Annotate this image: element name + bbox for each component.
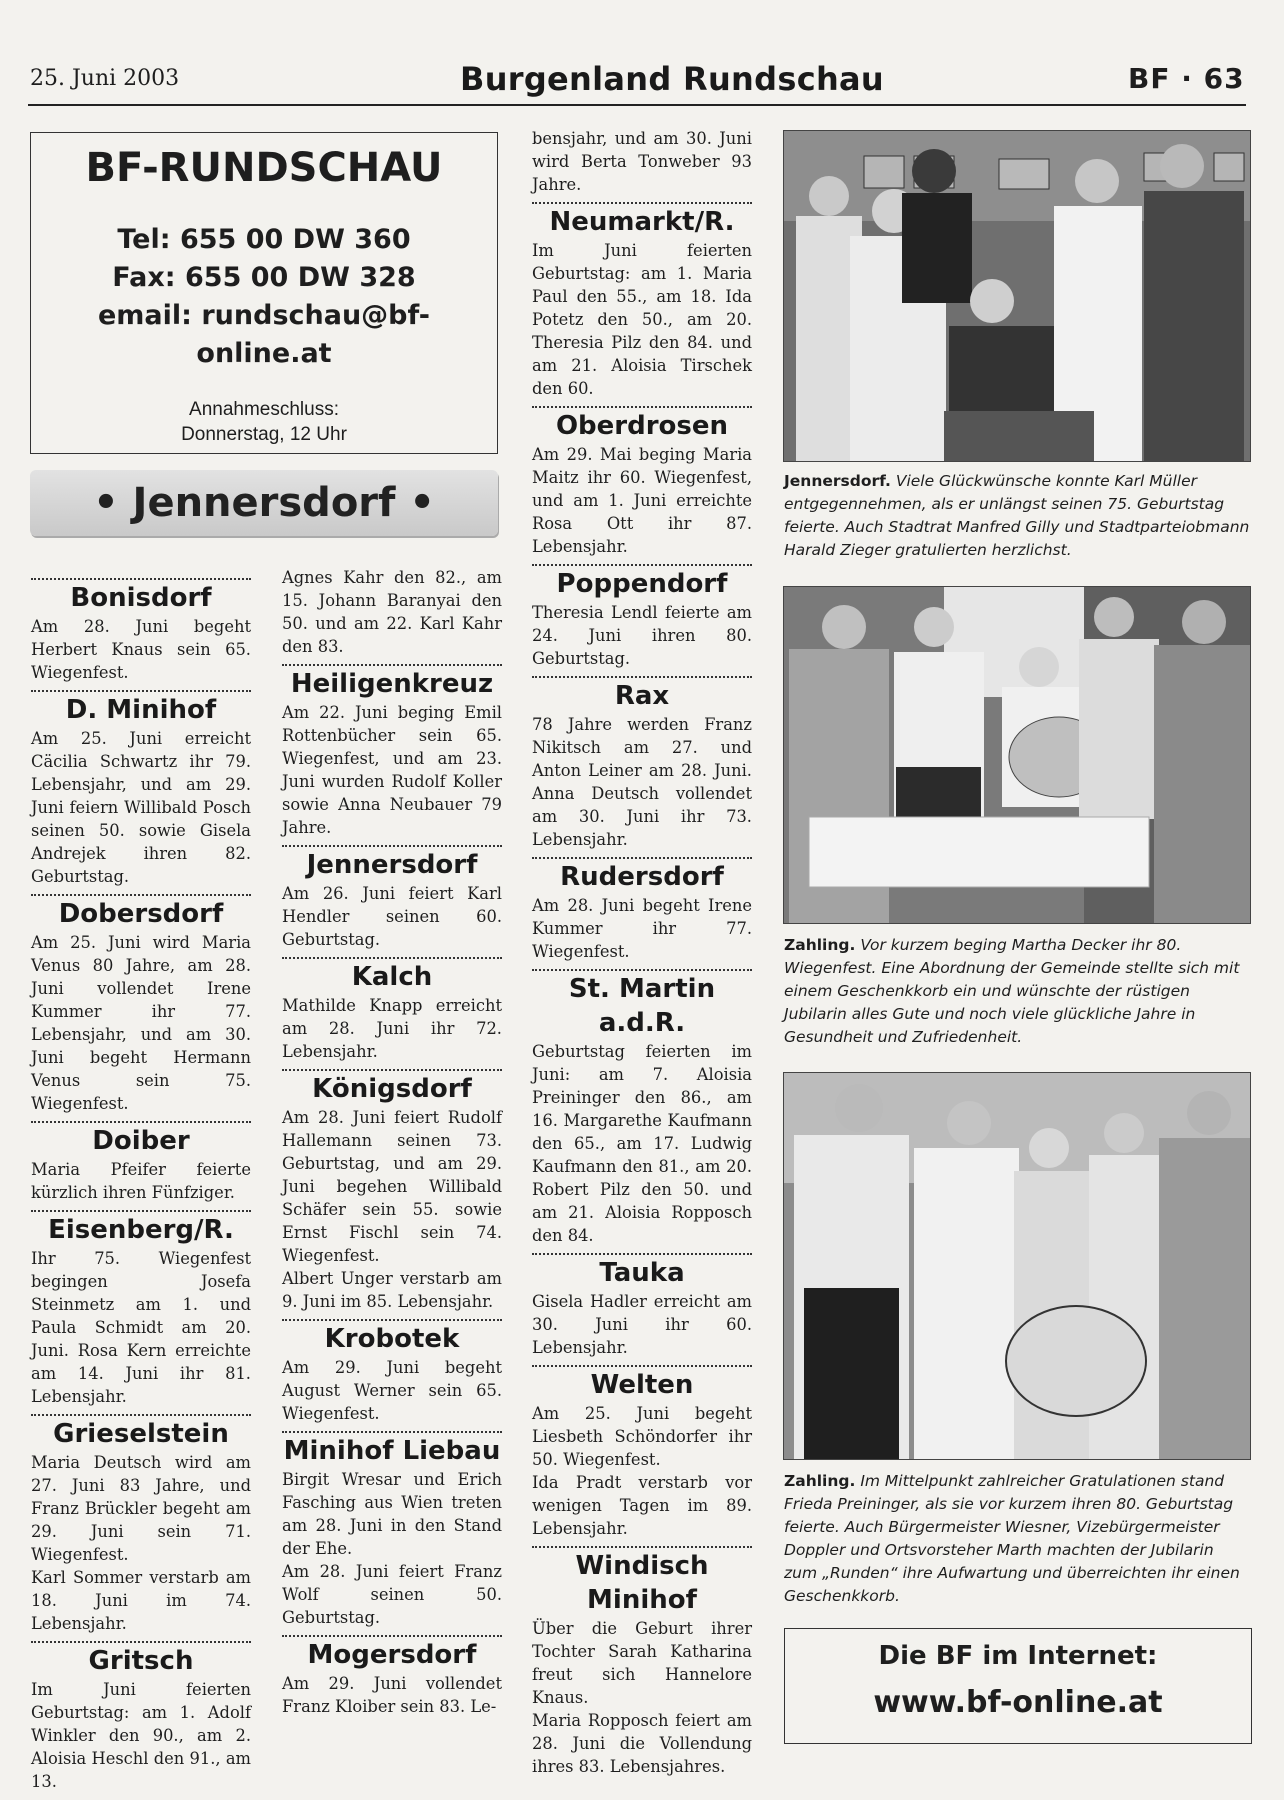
section-heading: Königsdorf — [312, 1074, 472, 1104]
section-heading: Krobotek — [324, 1324, 460, 1354]
text-column-2 — [282, 566, 502, 1718]
caption-text: Vor kurzem beging Martha Decker ihr 80. Wiegenfest. Eine Abordnung der Gemeinde stellte sich mit einem Geschenkkorb ein und wünschte der rüstigen Jubilarin alles Gute und noch viele glückliche Jahre in Gesundheit und Zufriedenheit. — [784, 936, 1240, 1046]
section — [31, 578, 251, 684]
section-heading: Eisenberg/R. — [48, 1215, 234, 1245]
deadline-value: Donnerstag, 12 Uhr — [181, 424, 347, 445]
section-heading: Welten — [590, 1370, 694, 1400]
website-link[interactable]: www.bf-online.at — [873, 1685, 1163, 1720]
section-text: bensjahr, und am 30. Juni wird Berta Tonweber 93 Jahre. — [532, 129, 752, 194]
section — [282, 1635, 502, 1718]
contact-box — [30, 132, 498, 454]
section — [31, 1210, 251, 1408]
internet-box — [784, 1628, 1252, 1744]
section — [532, 857, 752, 963]
text-column-1 — [31, 572, 251, 1793]
section — [31, 1641, 251, 1793]
section-text: Mathilde Knapp erreicht am 28. Juni ihr 72. Lebensjahr. — [282, 996, 502, 1061]
contact-title: BF-RUNDSCHAU — [85, 145, 443, 191]
section — [31, 894, 251, 1115]
caption-zahling-decker — [784, 934, 1250, 1049]
contact-email: email: rundschau@bf-online.at — [97, 300, 430, 369]
section-text: Über die Geburt ihrer Tochter Sarah Katharina freut sich Hannelore Knaus. — [532, 1619, 752, 1707]
contact-tel: Tel: 655 00 DW 360 — [117, 224, 411, 255]
section-heading: Dobersdorf — [58, 899, 224, 929]
section — [282, 1319, 502, 1425]
section-heading: Mogersdorf — [307, 1640, 477, 1670]
section-text: Am 28. Juni feiert Franz Wolf seinen 50. Geburtstag. — [282, 1562, 502, 1627]
section-heading: D. Minihof — [65, 695, 217, 725]
section — [282, 957, 502, 1063]
header-rule — [28, 104, 1246, 106]
caption-place: Zahling. — [784, 1472, 856, 1490]
section-text: Am 29. Mai beging Maria Maitz ihr 60. Wiegenfest, und am 1. Juni erreichte Rosa Ott ihr 87. Lebensjahr. — [532, 445, 752, 556]
section-text: Ihr 75. Wiegenfest begingen Josefa Steinmetz am 1. und Paula Schmidt am 20. Juni. Rosa Kern erreichte am 14. Juni ihr 81. Lebensjahr. — [31, 1249, 251, 1406]
section-text: Am 25. Juni erreicht Cäcilia Schwartz ihr 79. Lebensjahr, und am 29. Juni feiern Willibald Posch seinen 50. sowie Gisela Andrejek ihren 82. Geburtstag. — [31, 729, 251, 886]
section — [532, 564, 752, 670]
section-text: 78 Jahre werden Franz Nikitsch am 27. und Anton Leiner am 28. Juni. Anna Deutsch vollendet am 30. Juni ihr 73. Lebensjahr. — [532, 715, 752, 849]
section-text: Karl Sommer verstarb am 18. Juni im 74. Lebensjahr. — [31, 1568, 251, 1633]
section-text: Geburtstag feierten im Juni: am 7. Aloisia Preininger den 86., am 16. Margarethe Kaufmann den 65., am 17. Ludwig Kaufmann den 81., am 20. Robert Pilz den 50. und am 21. Aloisia Ropposch den 84. — [532, 1042, 752, 1245]
caption-zahling-preininger — [784, 1470, 1250, 1608]
section — [31, 690, 251, 888]
section-text: Im Juni feierten Geburtstag: am 1. Maria Paul den 55., am 18. Ida Potetz den 50., am 20. Theresia Pilz den 84. und am 21. Aloisia Tirschek den 60. — [532, 241, 752, 398]
contact-fax: Fax: 655 00 DW 328 — [112, 262, 416, 293]
section-heading: Tauka — [599, 1258, 685, 1288]
section-text: Maria Deutsch wird am 27. Juni 83 Jahre, und Franz Brückler begeht am 29. Juni sein 71. Wiegenfest. — [31, 1453, 251, 1564]
caption-place: Jennersdorf. — [784, 472, 891, 490]
section-heading: Bonisdorf — [70, 583, 212, 613]
section — [282, 1069, 502, 1313]
section — [532, 969, 752, 1247]
caption-text: Im Mittelpunkt zahlreicher Gratulationen stand Frieda Preininger, als sie vor kurzem ihren 80. Geburtstag feierte. Auch Bürgermeister Wiesner, Vizebürgermeister Doppler und Ortsvorsteher Marth machten der Jubilarin zum „Runden“ ihre Aufwartung und überreichten ihr einen Geschenkkorb. — [784, 1472, 1240, 1605]
section — [31, 1121, 251, 1204]
section — [282, 664, 502, 839]
section — [532, 1253, 752, 1359]
section-heading: Windisch Minihof — [575, 1551, 709, 1615]
text-column-3 — [532, 127, 752, 1778]
section-text: Albert Unger verstarb am 9. Juni im 85. Lebensjahr. — [282, 1269, 502, 1311]
newspaper-title: Burgenland Rundschau — [460, 60, 885, 98]
section-text: Theresia Lendl feierte am 24. Juni ihren 80. Geburtstag. — [532, 603, 752, 668]
section-heading: Minihof Liebau — [283, 1436, 501, 1466]
section-heading: Gritsch — [88, 1646, 194, 1676]
section-text: Am 22. Juni beging Emil Rottenbücher sein 65. Wiegenfest, und am 23. Juni wurden Rudolf Koller sowie Anna Neubauer 79 Jahre. — [282, 703, 502, 837]
issue-date: 25. Juni 2003 — [30, 66, 180, 91]
section-heading: Grieselstein — [53, 1419, 229, 1449]
section — [532, 127, 752, 196]
section-text: Am 25. Juni wird Maria Venus 80 Jahre, am 28. Juni vollendet Irene Kummer ihr 77. Lebensjahr, und am 30. Juni begeht Hermann Venus sein 75. Wiegenfest. — [31, 933, 251, 1113]
section-text: Am 25. Juni begeht Liesbeth Schöndorfer ihr 50. Wiegenfest. — [532, 1404, 752, 1469]
section-text: Maria Ropposch feiert am 28. Juni die Vollendung ihres 83. Lebensjahres. — [532, 1711, 752, 1776]
page-number: BF · 63 — [1128, 62, 1245, 95]
section-heading: Kalch — [351, 962, 433, 992]
caption-jennersdorf — [784, 470, 1250, 562]
section-text: Gisela Hadler erreicht am 30. Juni ihr 60. Lebensjahr. — [532, 1292, 752, 1357]
section — [282, 566, 502, 658]
section — [532, 1365, 752, 1540]
photo-jennersdorf — [783, 130, 1251, 462]
section — [532, 202, 752, 400]
section-text: Am 28. Juni begeht Irene Kummer ihr 77. Wiegenfest. — [532, 896, 752, 961]
section — [282, 845, 502, 951]
region-banner: • Jennersdorf • — [30, 470, 498, 536]
section-heading: Oberdrosen — [555, 411, 729, 441]
section — [532, 406, 752, 558]
section-text: Maria Pfeifer feierte kürzlich ihren Fünfziger. — [31, 1160, 251, 1202]
section-heading: Rudersdorf — [560, 862, 724, 892]
section-text: Am 29. Juni vollendet Franz Kloiber sein 83. Le- — [282, 1674, 502, 1716]
section-heading: Neumarkt/R. — [549, 207, 735, 237]
section-heading: St. Martin a.d.R. — [568, 974, 716, 1038]
section — [532, 676, 752, 851]
section-heading: Rax — [614, 681, 670, 711]
section — [532, 1546, 752, 1778]
section-text: Im Juni feierten Geburtstag: am 1. Adolf Winkler den 90., am 2. Aloisia Heschl den 91., am 13. — [31, 1680, 251, 1791]
section — [282, 1431, 502, 1629]
internet-title: Die BF im Internet: — [878, 1641, 1158, 1671]
caption-place: Zahling. — [784, 936, 856, 954]
section-heading: Doiber — [92, 1126, 190, 1156]
caption-text: Viele Glückwünsche konnte Karl Müller entgegennehmen, als er unlängst seinen 75. Geburtstag feierte. Auch Stadtrat Manfred Gilly und Stadtparteiobmann Harald Zieger gratulierten herzlichst. — [784, 472, 1250, 559]
section-text: Am 29. Juni begeht August Werner sein 65. Wiegenfest. — [282, 1358, 502, 1423]
section — [31, 1414, 251, 1635]
section-text: Agnes Kahr den 82., am 15. Johann Baranyai den 50. und am 22. Karl Kahr den 83. — [282, 568, 502, 656]
section-text: Am 26. Juni feiert Karl Hendler seinen 60. Geburtstag. — [282, 884, 502, 949]
section-text: Ida Pradt verstarb vor wenigen Tagen im 89. Lebensjahr. — [532, 1473, 752, 1538]
photo-zahling-decker — [783, 586, 1251, 924]
deadline-label: Annahmeschluss: — [189, 399, 339, 420]
section-heading: Poppendorf — [556, 569, 728, 599]
section-text: Am 28. Juni feiert Rudolf Hallemann seinen 73. Geburtstag, und am 29. Juni begehen Willibald Schäfer sein 55. sowie Ernst Fischl sein 74. Wiegenfest. — [282, 1108, 502, 1265]
section-heading: Jennersdorf — [306, 850, 478, 880]
photo-zahling-preininger — [783, 1072, 1251, 1460]
section-heading: Heiligenkreuz — [290, 669, 494, 699]
section-text: Am 28. Juni begeht Herbert Knaus sein 65. Wiegenfest. — [31, 617, 251, 682]
section-text: Birgit Wresar und Erich Fasching aus Wien treten am 28. Juni in den Stand der Ehe. — [282, 1470, 502, 1558]
